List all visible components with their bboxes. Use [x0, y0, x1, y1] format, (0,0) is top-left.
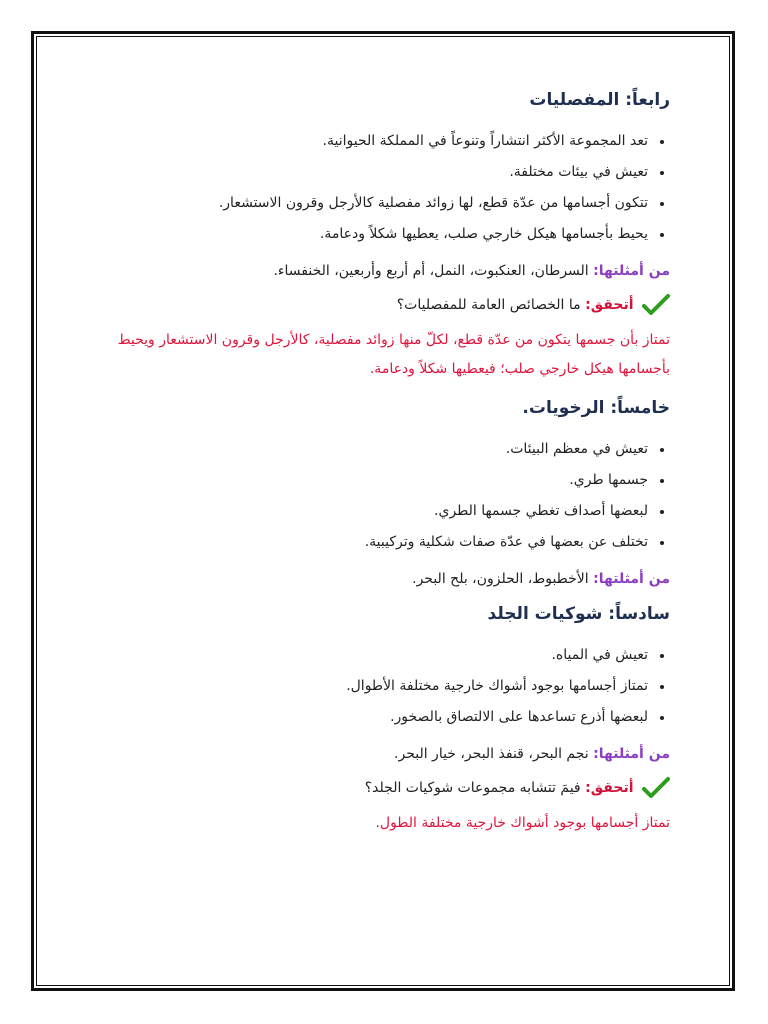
- list-item: تعد المجموعة الأكثر انتشاراً وتنوعاً في المملكة الحيوانية.: [80, 126, 648, 157]
- examples-text: نجم البحر، قنفذ البحر، خيار البحر.: [394, 746, 589, 762]
- list-item: لبعضها أصداف تغطي جسمها الطري.: [80, 496, 648, 527]
- examples-label: من أمثلتها:: [593, 263, 670, 279]
- points-list: [80, 434, 670, 558]
- verify-question: ما الخصائص العامة للمفصليات؟: [396, 297, 581, 313]
- verify-answer: تمتاز بأن جسمها يتكون من عدّة قطع، لكلّ منها زوائد مفصلية، كالأرجل وقرون الاستشعار ويحيط بأجسامها هيكل خارجي صلب؛ فيعطيها شكلاً ودعامة.: [117, 332, 670, 377]
- points-list: [80, 126, 670, 250]
- list-item: تعيش في بيئات مختلفة.: [80, 157, 648, 188]
- section-echinoderms: [80, 598, 670, 838]
- examples-label: من أمثلتها:: [593, 746, 670, 762]
- list-item: جسمها طري.: [80, 465, 648, 496]
- verify-label: أتحقق:: [585, 780, 634, 796]
- examples-text: السرطان، العنكبوت، النمل، أم أربع وأربعين، الخنفساء.: [273, 263, 589, 279]
- examples-line: [80, 739, 670, 769]
- checkmark-icon: [642, 293, 670, 317]
- list-item: لبعضها أذرع تساعدها على الالتصاق بالصخور.: [80, 702, 648, 733]
- verify-question: فيمَ تتشابه مجموعات شوكيات الجلد؟: [364, 780, 581, 796]
- examples-line: [80, 564, 670, 594]
- list-item: تمتاز أجسامها بوجود أشواك خارجية مختلفة الأطوال.: [80, 671, 648, 702]
- section-title: خامساً: الرخويات.: [522, 398, 670, 418]
- section-title: سادساً: شوكيات الجلد: [487, 604, 670, 624]
- verify-line: [80, 773, 670, 803]
- examples-line: [80, 256, 670, 286]
- section-arthropods: [80, 84, 670, 384]
- points-list: [80, 640, 670, 733]
- list-item: تعيش في المياه.: [80, 640, 648, 671]
- list-item: تختلف عن بعضها في عدّة صفات شكلية وتركيبية.: [80, 527, 648, 558]
- document-content: [80, 84, 670, 846]
- examples-label: من أمثلتها:: [593, 571, 670, 587]
- list-item: يحيط بأجسامها هيكل خارجي صلب، يعطيها شكلاً ودعامة.: [80, 219, 648, 250]
- section-title: رابعاً: المفصليات: [529, 90, 670, 110]
- verify-answer: تمتاز أجسامها بوجود أشواك خارجية مختلفة الطول.: [375, 815, 670, 831]
- checkmark-icon: [642, 776, 670, 800]
- examples-text: الأخطبوط، الحلزون، بلح البحر.: [412, 571, 589, 587]
- section-mollusks: [80, 392, 670, 594]
- list-item: تعيش في معظم البيئات.: [80, 434, 648, 465]
- verify-label: أتحقق:: [585, 297, 634, 313]
- verify-line: [80, 290, 670, 320]
- list-item: تتكون أجسامها من عدّة قطع، لها زوائد مفصلية كالأرجل وقرون الاستشعار.: [80, 188, 648, 219]
